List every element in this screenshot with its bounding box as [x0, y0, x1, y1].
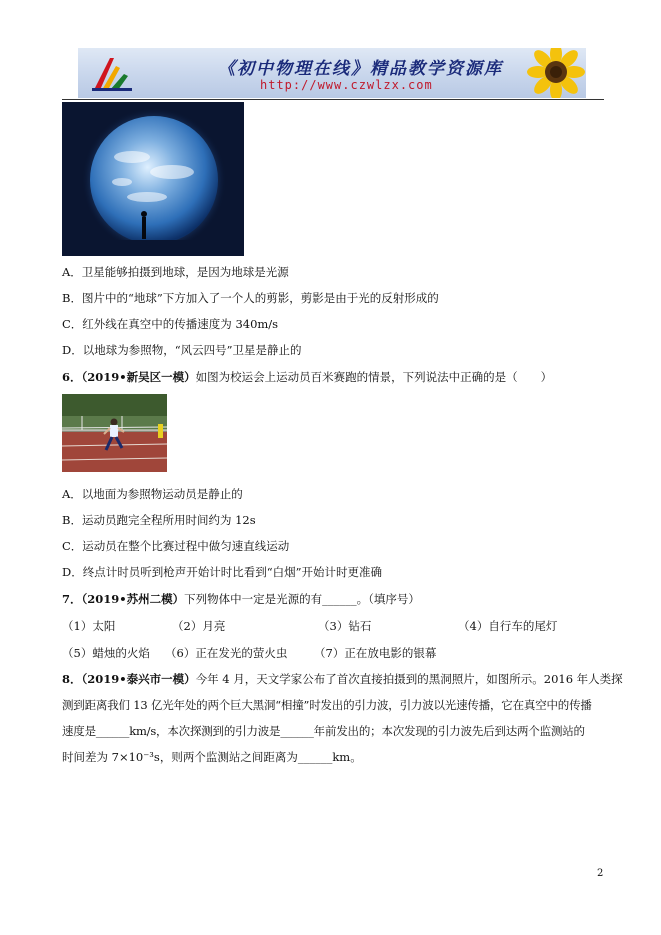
q7-item-2: （2）月亮 [172, 619, 226, 633]
q8-line-4: 时间差为 7×10⁻³s，则两个监测站之间距离为______km。 [62, 750, 362, 764]
q7-item-3: （3）钻石 [318, 619, 372, 633]
q6-option-d: D．终点计时员听到枪声开始计时比看到“白烟”开始计时更准确 [62, 565, 382, 579]
page-number: 2 [597, 868, 604, 879]
header-divider [62, 99, 604, 100]
earth-image [62, 102, 244, 256]
q6-option-c: C．运动员在整个比赛过程中做匀速直线运动 [62, 539, 290, 553]
q8-line-1 [62, 672, 623, 686]
sunflower-icon [522, 48, 586, 98]
q8-number: 8． [62, 672, 82, 686]
q8-line-2: 测到距离我们 13 亿光年处的两个巨大黑洞“相撞”时发出的引力波，引力波以光速传播，它在真空中的传播 [62, 698, 592, 712]
header-banner [78, 48, 586, 98]
logo-icon [90, 54, 134, 94]
q8-line-3: 速度是______km/s，本次探测到的引力波是______年前发出的；本次发现的引力波先后到达两个监测站的 [62, 724, 585, 738]
header-title: 《初中物理在线》精品教学资源库 [218, 59, 503, 79]
q5-option-b: B．图片中的“地球”下方加入了一个人的剪影，剪影是由于光的反射形成的 [62, 291, 439, 305]
q7-source: （2019•苏州二模） [81, 592, 185, 606]
q8-source: （2019•泰兴市一模） [81, 672, 196, 686]
q7-stem [62, 592, 420, 606]
q6-text: 如图为校运会上运动员百米赛跑的情景，下列说法中正确的是（ ） [195, 370, 553, 384]
header-url[interactable]: http://www.czwlzx.com [260, 78, 433, 92]
q7-item-7: （7）正在放电影的银幕 [314, 646, 437, 660]
q6-source: （2019•新吴区一模） [81, 370, 196, 384]
q6-option-b: B．运动员跑完全程所用时间约为 12s [62, 513, 256, 527]
q5-option-a: A．卫星能够拍摄到地球，是因为地球是光源 [62, 265, 289, 279]
q6-stem [62, 370, 552, 384]
q7-number: 7． [62, 592, 82, 606]
q7-item-5: （5）蜡烛的火焰 [62, 646, 150, 660]
q5-option-d: D．以地球为参照物，“风云四号”卫星是静止的 [62, 343, 302, 357]
q7-text: 下列物体中一定是光源的有______。（填序号） [184, 592, 420, 606]
q6-option-a: A．以地面为参照物运动员是静止的 [62, 487, 243, 501]
q7-item-6: （6）正在发光的萤火虫 [165, 646, 288, 660]
q7-item-4: （4）自行车的尾灯 [458, 619, 558, 633]
q8-text-1: 今年 4 月，天文学家公布了首次直接拍摄到的黑洞照片，如图所示。2016 年人类探 [195, 672, 623, 686]
runner-image [62, 394, 167, 472]
q5-option-c: C．红外线在真空中的传播速度为 340m/s [62, 317, 279, 331]
q6-number: 6． [62, 370, 82, 384]
q7-item-1: （1）太阳 [62, 619, 116, 633]
